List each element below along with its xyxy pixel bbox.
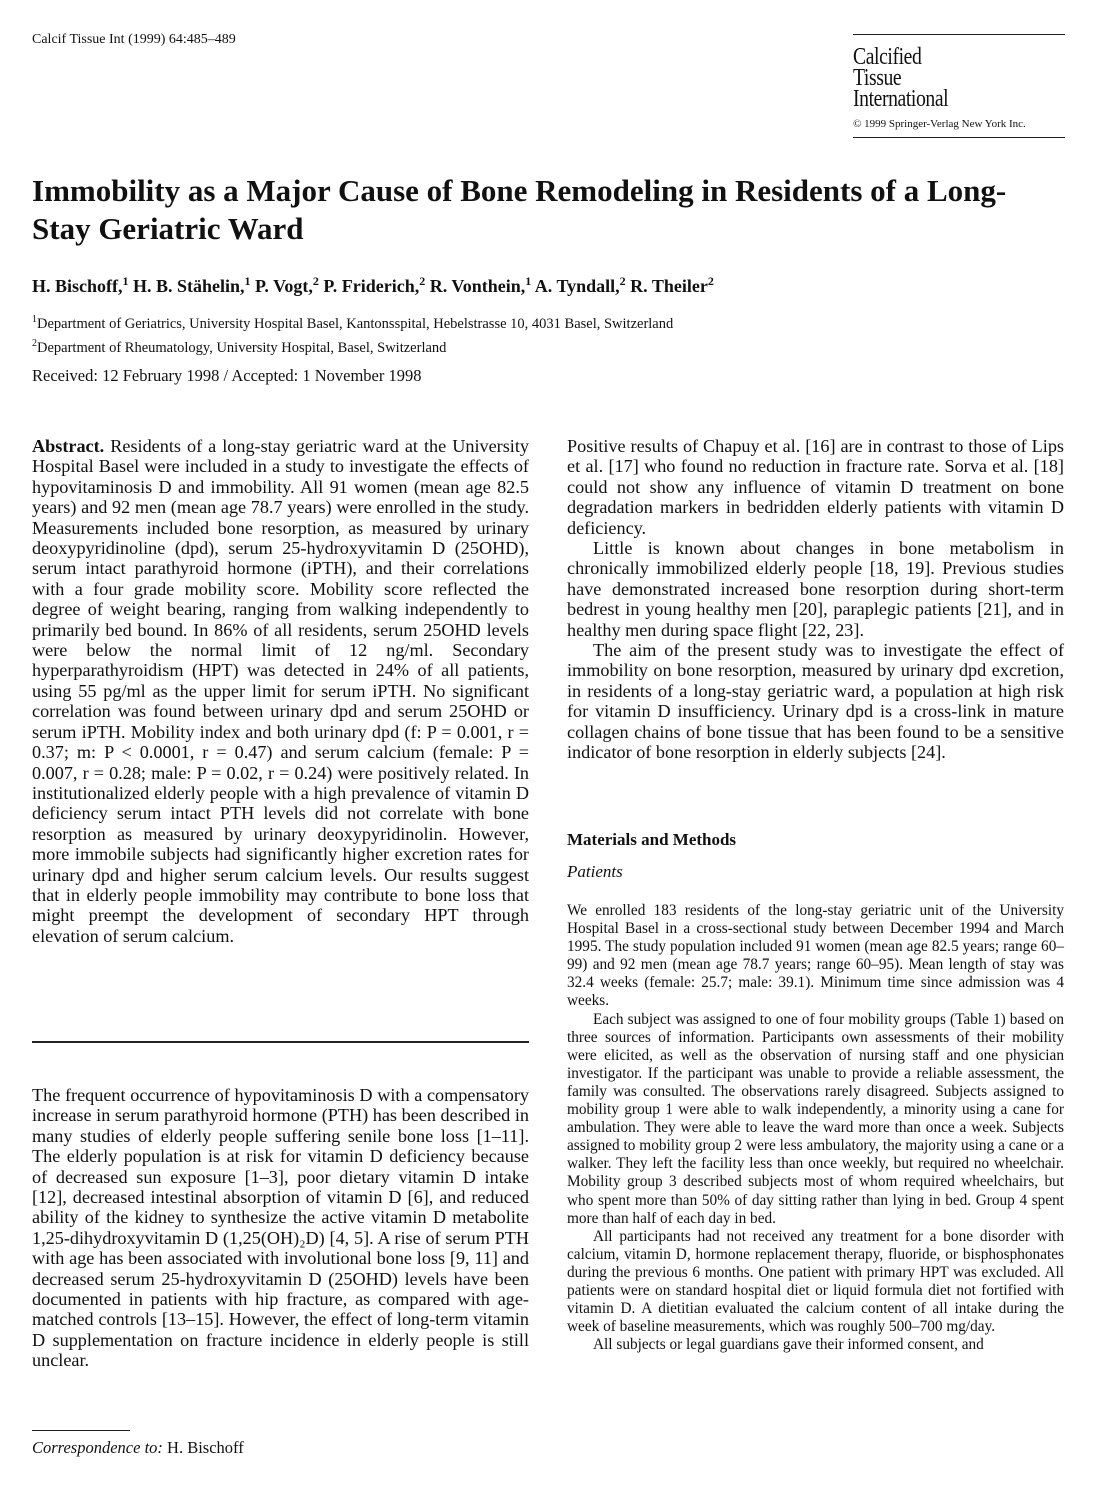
- author-name: H. Bischoff,: [32, 276, 123, 296]
- affiliation-text: Department of Geriatrics, University Hospital Basel, Kantonsspital, Hebelstrasse 10, 4031 Basel, Switzerland: [37, 315, 674, 332]
- section-heading: Materials and Methods: [567, 830, 737, 849]
- methods-text: [567, 902, 1064, 1354]
- logo-line-2: Tissue: [853, 65, 902, 91]
- abstract-divider: [32, 1041, 529, 1043]
- affiliation-number: 2: [32, 337, 37, 349]
- affiliation-item: [32, 310, 673, 334]
- author-name: R. Theiler: [630, 276, 708, 296]
- author-affiliation-mark: 1: [525, 274, 532, 288]
- methods-paragraph: Each subject was assigned to one of four mobility groups (Table 1) based on three sources of information. Participants own assessments of their mobility were elicited, as well as the observation of nursing staff and one physician investigator. If the participant was unable to provide a reliable assessment, the family was consulted. The observations rarely disagreed. Subjects assigned to mobility group 1 were able to walk independently, a minority using a cane for ambulation. They were able to leave the ward more than once a week. Subjects assigned to mobility group 2 were less ambulatory, the majority using a cane or a walker. They left the facility less than once weekly, but required no wheelchair. Mobility group 3 described subjects most of whom required wheelchairs, but who spent more than 50% of day sitting rather than lying in bed. Group 4 spent more than half of each day in bed.: [567, 1010, 1064, 1227]
- affiliation-number: 1: [32, 314, 37, 325]
- author-name: H. B. Stähelin,: [133, 276, 245, 296]
- author-name: A. Tyndall,: [534, 276, 620, 296]
- affiliation-text: Department of Rheumatology, University Hospital, Basel, Switzerland: [37, 339, 447, 356]
- intro-paragraph: Little is known about changes in bone metabolism in chronically immobilized elderly people [18, 19]. Previous studies have demonstrated increased bone resorption during short-term bedrest in young healthy men [20], paraplegic patients [21], and in healthy men during space flight [22, 23].: [567, 538, 1064, 640]
- copyright-notice: © 1999 Springer-Verlag New York Inc.: [853, 118, 1026, 130]
- author-affiliation-mark: 1: [122, 274, 129, 288]
- author-name: P. Friderich,: [323, 276, 420, 296]
- author-affiliation-mark: 2: [707, 274, 714, 288]
- received-dates: Received: 12 February 1998 / Accepted: 1 November 1998: [32, 366, 422, 385]
- author-affiliation-mark: 2: [312, 274, 319, 288]
- article-title: Immobility as a Major Cause of Bone Remodeling in Residents of a Long-Stay Geriatric Ward: [32, 173, 1007, 246]
- author-name: P. Vogt,: [255, 276, 313, 296]
- journal-citation: Calcif Tissue Int (1999) 64:485–489: [32, 32, 236, 47]
- logo-line-1: Calcified: [853, 44, 922, 70]
- correspondence-note: [32, 1438, 244, 1458]
- methods-paragraph: All subjects or legal guardians gave their informed consent, and: [593, 1336, 984, 1354]
- correspondence-name: H. Bischoff: [167, 1438, 244, 1457]
- intro-paragraph: The frequent occurrence of hypovitaminosis D with a compensatory increase in serum parathyroid hormone (PTH) has been described in many studies of elderly people suffering senile bone loss [1–11]. The elderly population is at risk for vitamin D deficiency because of decreased sun exposure [1–3], poor dietary vitamin D intake [12], decreased intestinal absorption of vitamin D [6], and reduced ability of the kidney to synthesize the active vitamin D metabolite 1,25-dihydroxyvitamin D (1,25(OH)₂D) [4, 5]. A rise of serum PTH with age has been associated with involutional bone loss [9, 11] and decreased serum 25-hydroxyvitamin D (25OHD) levels have been documented in patients with hip fracture, as compared with age-matched controls [13–15]. However, the effect of long-term vitamin D supplementation on fracture incidence in elderly people is still unclear.: [32, 1085, 529, 1371]
- introduction-left: [32, 1085, 529, 1371]
- subsection-heading: Patients: [567, 862, 623, 881]
- author-affiliation-mark: 2: [419, 274, 426, 288]
- author-affiliation-mark: 2: [619, 274, 626, 288]
- introduction-right: [567, 436, 1064, 763]
- abstract: [32, 436, 529, 946]
- abstract-text: Residents of a long-stay geriatric ward at the University Hospital Basel were included in a study to investigate the effects of hypovitaminosis D and immobility. All 91 women (mean age 82.5 years) and 92 men (mean age 78.7 years) were enrolled in the study. Measurements included bone resorption, as measured by urinary deoxypyridinoline (dpd), serum 25-hydroxyvitamin D (25OHD), serum intact parathyroid hormone (iPTH), and their correlations with a four grade mobility score. Mobility score reflected the degree of weight bearing, ranging from walking independently to primarily bed bound. In 86% of all residents, serum 25OHD levels were below the normal limit of 12 ng/ml. Secondary hyperparathyroidism (HPT) was detected in 24% of all patients, using 55 pg/ml as the upper limit for serum iPTH. No significant correlation was found between urinary dpd and serum 25OHD or serum iPTH. Mobility index and both urinary dpd (f: P = 0.001, r = 0.37; m: P < 0.0001, r = 0.47) and serum calcium (female: P = 0.007, r = 0.28; male: P = 0.02, r = 0.24) were positively related. In institutionalized elderly people with a high prevalence of vitamin D deficiency serum intact PTH levels did not correlate with bone resorption as measured by urinary deoxypyridinolin. However, more immobile subjects had significantly higher excretion rates for urinary dpd and higher serum calcium levels. Our results suggest that in elderly people immobility may contribute to bone loss that might preempt the development of secondary HPT through elevation of serum calcium.: [32, 436, 529, 946]
- intro-paragraph: Positive results of Chapuy et al. [16] are in contrast to those of Lips et al. [17] who found no reduction in fracture rate. Sorva et al. [18] could not show any influence of vitamin D treatment on bone degradation markers in bedridden elderly patients with vitamin D deficiency.: [567, 436, 1064, 538]
- intro-paragraph: The aim of the present study was to investigate the effect of immobility on bone resorption, measured by urinary dpd excretion, in residents of a long-stay geriatric ward, a population at high risk for vitamin D insufficiency. Urinary dpd is a cross-link in mature collagen chains of bone tissue that has been found to be a sensitive indicator of bone resorption in elderly subjects [24].: [567, 640, 1064, 763]
- author-list: [32, 274, 714, 297]
- logo-line-3: International: [853, 86, 949, 112]
- footnote-divider: [32, 1430, 130, 1431]
- methods-paragraph: We enrolled 183 residents of the long-stay geriatric unit of the University Hospital Basel in a cross-sectional study between December 1994 and March 1995. The study population included 91 women (mean age 82.5 years; range 60–99) and 92 men (mean age 78.7 years; range 60–95). Mean length of stay was 32.4 weeks (female: 25.7; male: 39.1). Minimum time since admission was 4 weeks.: [567, 902, 1064, 1010]
- journal-logo: [853, 34, 1065, 138]
- affiliation-item: [32, 334, 673, 358]
- abstract-label: Abstract.: [32, 436, 105, 456]
- methods-paragraph: All participants had not received any treatment for a bone disorder with calcium, vitamin D, hormone replacement therapy, fluoride, or bisphosphonates during the previous 6 months. One patient with primary HPT was excluded. All patients were on standard hospital diet or liquid formula diet not fortified with vitamin D. A dietitian evaluated the calcium content of all intake during the week of baseline measurements, which was roughly 500–700 mg/day.: [567, 1227, 1064, 1336]
- author-name: R. Vonthein,: [429, 276, 526, 296]
- affiliations: [32, 310, 673, 358]
- correspondence-label: Correspondence to:: [32, 1438, 163, 1457]
- author-affiliation-mark: 1: [244, 274, 251, 288]
